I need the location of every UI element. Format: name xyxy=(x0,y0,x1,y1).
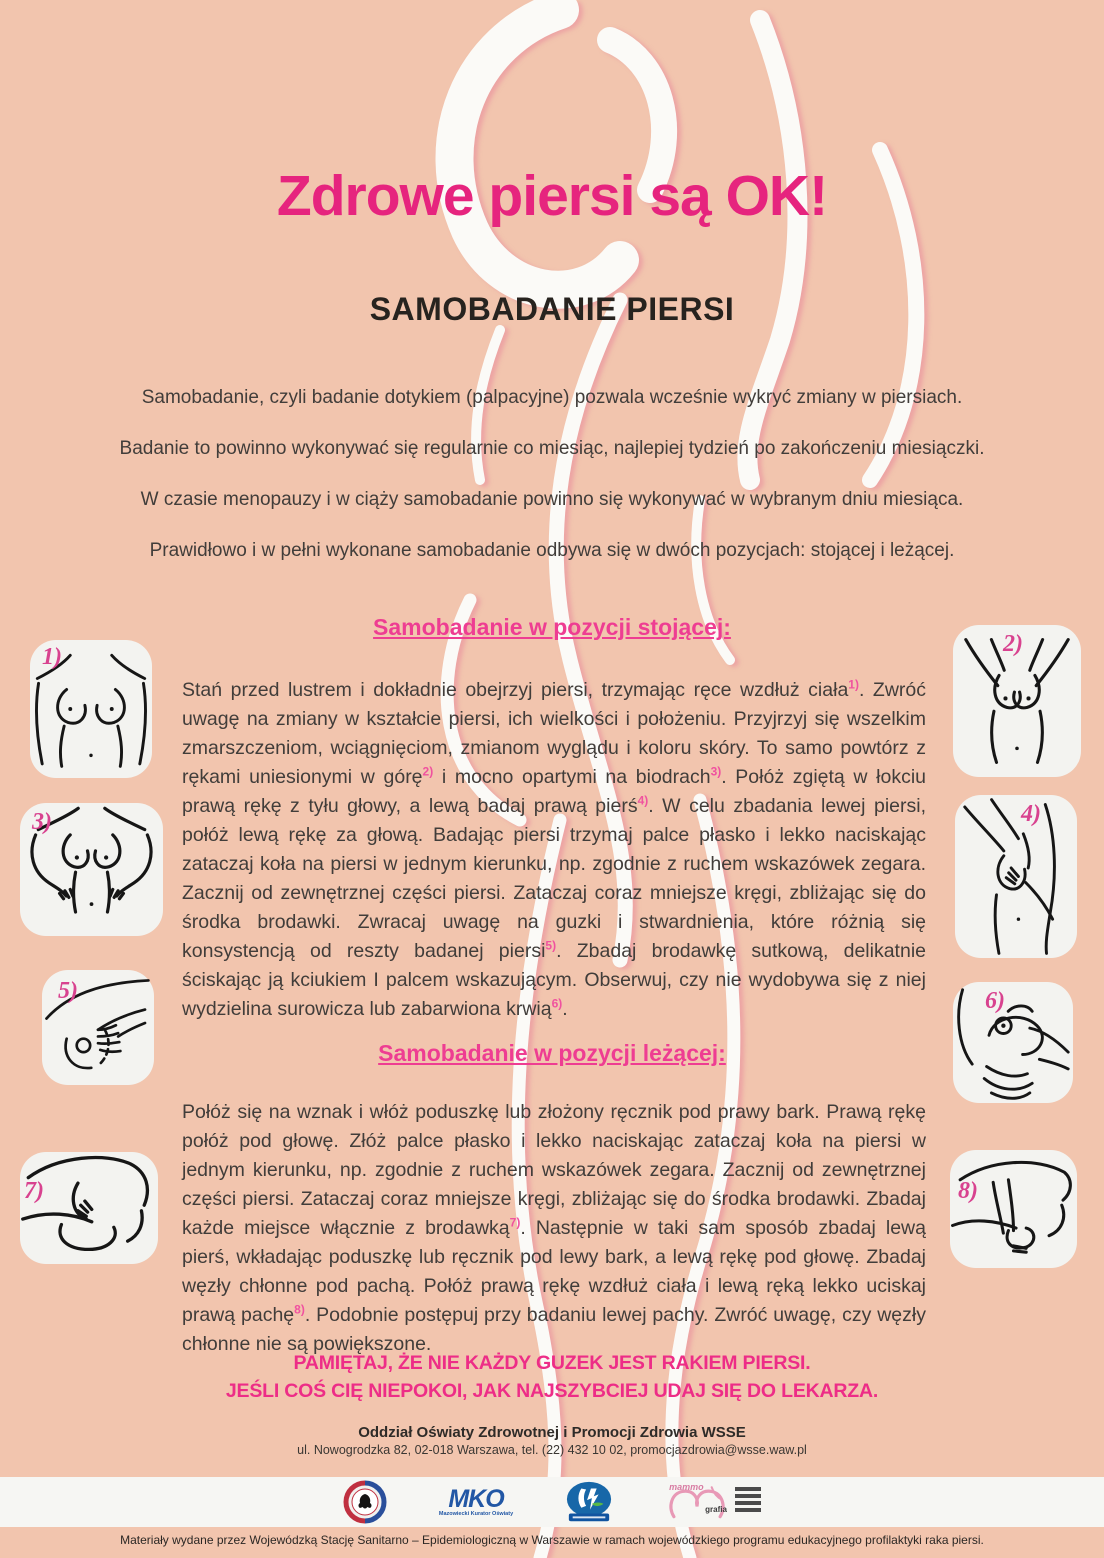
state-emblem-icon xyxy=(343,1480,387,1524)
intro-line-2: Badanie to powinno wykonywać się regularnie co miesiąc, najlepiej tydzień po zakończeniu miesiączki. xyxy=(119,438,985,459)
nipple-squeeze-icon xyxy=(953,982,1073,1103)
figure-number: 2) xyxy=(1003,631,1023,657)
illustration-3-hands-on-hips xyxy=(20,803,163,936)
mko-logo-text: MKO xyxy=(448,1485,504,1513)
mammo-logo-text: mammo xyxy=(669,1482,704,1492)
intro-line-4: Prawidłowo i w pełni wykonane samobadanie odbywa się w dwóch pozycjach: stojącej i leżącej. xyxy=(149,540,955,561)
bottom-caption: Materiały wydane przez Wojewódzką Stację Sanitarno – Epidemiologiczną w Warszawie w ramach wojewódzkiego programu edukacyjnego profilaktyki raka piersi. xyxy=(120,1533,984,1547)
mko-logo xyxy=(439,1487,513,1517)
sanepid-logo xyxy=(565,1480,613,1524)
lying-armpit-palpation-icon xyxy=(950,1150,1077,1268)
mko-logo-caption: Mazowiecki Kurator Oświaty xyxy=(438,1511,514,1517)
intro-line-1: Samobadanie, czyli badanie dotykiem (palpacyjne) pozwala wcześnie wykryć zmiany w piersiach. xyxy=(141,387,963,408)
figure-number: 3) xyxy=(32,809,52,835)
illustration-1-standing-front xyxy=(30,640,152,778)
lying-breast-palpation-icon xyxy=(20,1152,158,1264)
illustration-5-flat-hand-palpation xyxy=(42,970,154,1085)
poster-title: Zdrowe piersi są OK! xyxy=(276,164,828,228)
palpation-arm-raised-icon xyxy=(955,795,1077,958)
illustration-7-lying-palpation xyxy=(20,1152,158,1264)
intro-paragraphs xyxy=(0,386,1104,590)
figure-number: 5) xyxy=(58,978,78,1004)
publisher-organization: Oddział Oświaty Zdrowotnej i Promocji Zdrowia WSSE xyxy=(358,1424,746,1441)
intro-line-3: W czasie menopauzy i w ciąży samobadanie powinno się wykonywać w wybranym dniu miesiąca. xyxy=(140,489,964,510)
standing-section-paragraph: Stań przed lustrem i dokładnie obejrzyj piersi, trzymając ręce wzdłuż ciała$^{1)}$. Zwróć uwagę na zmiany w kształcie piersi, ich wielkości i położeniu. Przyjrzyj się wszelkim zmarszczeniom, wciągnięciom, zmianom wyglądu i koloru skóry. To samo powtórz z rękami uniesionymi w górę$^{2)}$ i mocno opartymi na biodrach$^{3)}$. Połóż zgiętą w łokciu prawą rękę z tyłu głowy, a lewą badaj prawą pierś$^{4)}$. W celu zbadania lewej piersi, połóż lewą rękę za głową. Badając piersi trzymaj palce płasko i lekko naciskając zataczaj koła na piersi w jednym kierunku, np. zgodnie z ruchem wskazówek zegara. Zacznij od zewnętrznej części piersi. Zataczaj coraz mniejsze kręgi, zbliżając się do środka brodawki. Zwracaj uwagę na guzki i stwardnienia, które różnią się konsystencją od reszty badanej piersi$^{5)}$. Zbadaj brodawkę sutkową, delikatnie ściskając ją kciukiem I palcem wskazującym. Obserwuj, czy nie wydobywa się z niej wydzielina surowicza lub zabarwiona krwią$^{6)}$. xyxy=(182,677,927,1020)
illustration-6-nipple-check xyxy=(953,982,1073,1103)
mammografia-ribbon-logo xyxy=(665,1481,761,1523)
publisher-address: ul. Nowogrodzka 82, 02-018 Warszawa, tel. (22) 432 10 02, promocjazdrowia@wsse.waw.pl xyxy=(297,1443,807,1457)
figure-number: 1) xyxy=(42,644,62,670)
standing-section-heading: Samobadanie w pozycji stojącej: xyxy=(373,614,731,640)
figure-number: 8) xyxy=(958,1178,978,1204)
sanitary-inspection-emblem-logo xyxy=(343,1480,387,1524)
figure-number: 4) xyxy=(1021,801,1041,827)
illustration-4-hand-behind-head xyxy=(955,795,1077,958)
figure-number: 6) xyxy=(985,988,1005,1014)
illustration-2-arms-raised xyxy=(953,625,1081,777)
illustration-8-lying-armpit xyxy=(950,1150,1077,1268)
grafia-logo-text: grafia xyxy=(705,1505,727,1514)
sanepid-emblem-icon xyxy=(565,1480,613,1524)
publisher-info xyxy=(0,1424,1104,1457)
lying-section-paragraph: Połóż się na wznak i włóż poduszkę lub złożony ręcznik pod prawy bark. Prawą rękę połóż pod głowę. Złóż palce płasko i lekko naciskając zataczaj koła na piersi w jednym kierunku, np. zgodnie z ruchem wskazówek zegara. Zacznij od zewnętrznej części piersi. Zataczaj coraz mniejsze kręgi, zbliżając się do środka brodawki. Zbadaj każde miejsce włącznie z brodawką$^{7)}$. Następnie w taki sam sposób zbadaj lewą pierś, wkładając poduszkę lub ręcznik pod lewy bark, a lewą rękę pod głowę. Zbadaj węzły chłonne pod pachą. Połóż prawą rękę wzdłuż ciała i lewą ręką lekko uciskaj prawą pachę$^{8)}$. Podobnie postępuj przy badaniu lewej pachy. Zwróć uwagę, czy węzły chłonne nie są powiększone. xyxy=(182,1101,926,1355)
poster-subtitle: SAMOBADANIE PIERSI xyxy=(369,291,735,327)
warning-line-2: JEŚLI COŚ CIĘ NIEPOKOI, JAK NAJSZYBCIEJ UDAJ SIĘ DO LEKARZA. xyxy=(225,1380,879,1402)
warning-line-1: PAMIĘTAJ, ŻE NIE KAŻDY GUZEK JEST RAKIEM PIERSI. xyxy=(293,1352,811,1374)
lying-section-heading: Samobadanie w pozycji leżącej: xyxy=(378,1040,726,1066)
figure-number: 7) xyxy=(24,1178,44,1204)
reminder-warning-text xyxy=(0,1352,1104,1408)
mammo-logo-fineprint xyxy=(735,1487,761,1512)
logo-bar xyxy=(0,1477,1104,1527)
